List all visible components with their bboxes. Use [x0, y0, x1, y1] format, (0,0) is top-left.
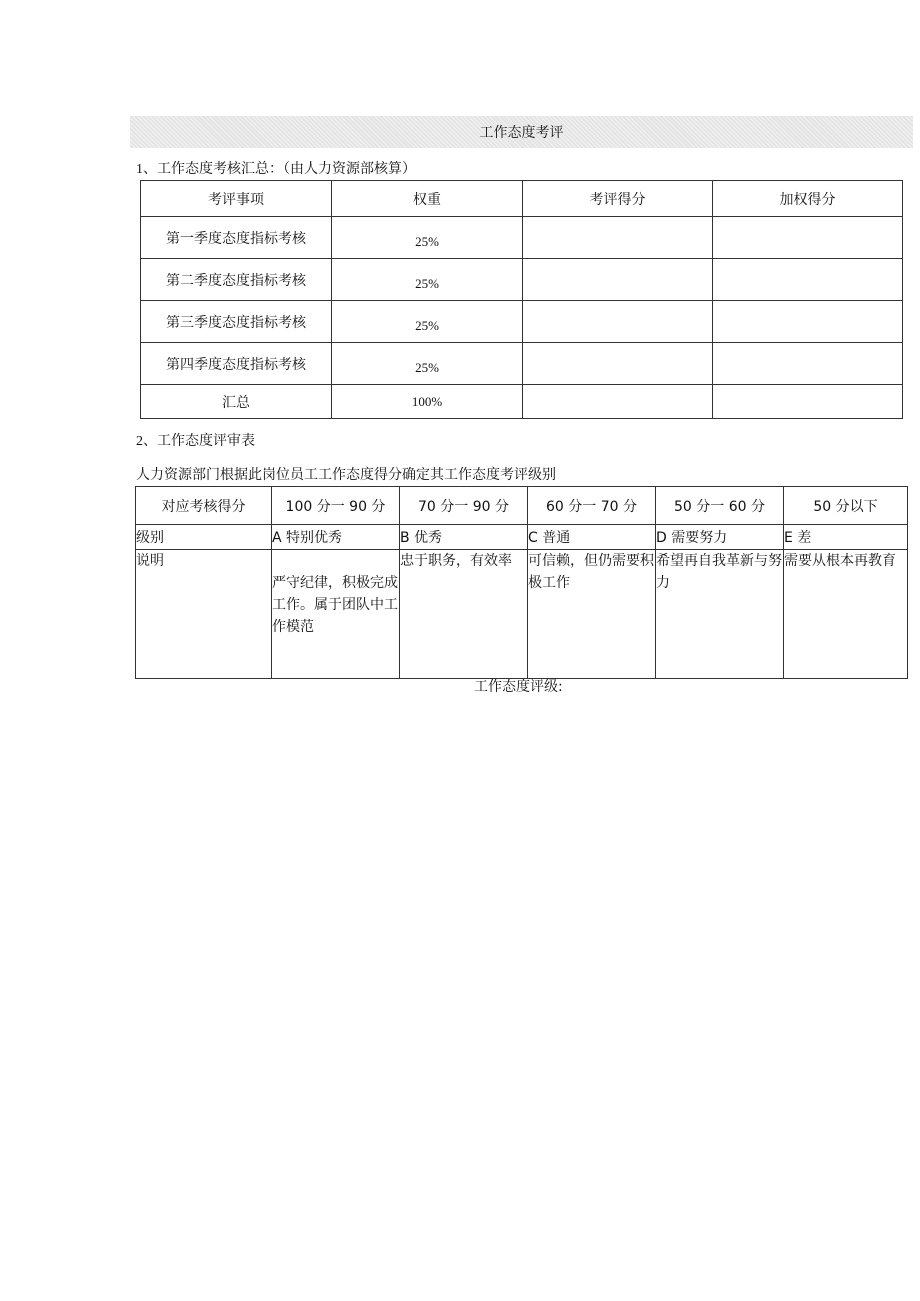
section1-heading	[136, 158, 416, 178]
level-label: 级别	[136, 525, 272, 550]
score-range-cell: 70 分一 90 分	[400, 487, 528, 525]
level-cell: C 普通	[528, 525, 656, 550]
score-range-cell: 60 分一 70 分	[528, 487, 656, 525]
section2-intro: 人力资源部门根据此岗位员工工作态度得分确定其工作态度考评级别	[136, 467, 556, 483]
level-cell: E 差	[784, 525, 908, 550]
score-cell	[523, 301, 713, 343]
table-header-row	[141, 181, 903, 217]
level-row	[136, 525, 908, 550]
document-title: 工作态度考评	[130, 116, 913, 148]
score-cell	[523, 217, 713, 259]
weight-cell: 100%	[332, 385, 523, 419]
description-cell: 忠于职务，有效率	[400, 550, 528, 679]
item-cell: 第二季度态度指标考核	[141, 259, 332, 301]
weight-cell: 25%	[332, 301, 523, 343]
table-row	[141, 259, 903, 301]
table-row-total	[141, 385, 903, 419]
column-header: 权重	[332, 181, 523, 217]
weight-cell: 25%	[332, 217, 523, 259]
section1-heading-text: 、工作态度考核汇总：（由人力资源部核算）	[143, 161, 416, 177]
description-row	[136, 550, 908, 679]
description-cell: 严守纪律，积极完成工作。属于团队中工作模范	[272, 550, 400, 679]
weight-cell: 25%	[332, 343, 523, 385]
score-range-cell: 50 分一 60 分	[656, 487, 784, 525]
score-cell	[523, 385, 713, 419]
score-range-label: 对应考核得分	[136, 487, 272, 525]
level-cell: B 优秀	[400, 525, 528, 550]
weighted-score-cell	[713, 301, 903, 343]
attitude-summary-table	[140, 180, 903, 419]
section1-number: 1	[136, 162, 143, 177]
section2-heading	[136, 430, 255, 450]
attitude-rating-label: 工作态度评级:	[474, 679, 563, 695]
score-range-cell: 50 分以下	[784, 487, 908, 525]
description-cell: 需要从根本再教育	[784, 550, 908, 679]
weighted-score-cell	[713, 217, 903, 259]
table-row	[141, 343, 903, 385]
item-cell: 第一季度态度指标考核	[141, 217, 332, 259]
description-label: 说明	[136, 550, 272, 679]
weighted-score-cell	[713, 385, 903, 419]
weighted-score-cell	[713, 259, 903, 301]
section2-number: 2	[136, 434, 143, 449]
level-cell: D 需要努力	[656, 525, 784, 550]
item-cell: 第三季度态度指标考核	[141, 301, 332, 343]
column-header: 考评事项	[141, 181, 332, 217]
description-cell: 可信赖，但仍需要积极工作	[528, 550, 656, 679]
description-cell: 希望再自我革新与努力	[656, 550, 784, 679]
score-cell	[523, 259, 713, 301]
section2-heading-text: 、工作态度评审表	[143, 433, 255, 449]
item-cell: 汇总	[141, 385, 332, 419]
weight-cell: 25%	[332, 259, 523, 301]
column-header: 加权得分	[713, 181, 903, 217]
item-cell: 第四季度态度指标考核	[141, 343, 332, 385]
attitude-review-table	[135, 486, 908, 679]
weighted-score-cell	[713, 343, 903, 385]
table-row	[141, 217, 903, 259]
score-range-row	[136, 487, 908, 525]
score-cell	[523, 343, 713, 385]
table-row	[141, 301, 903, 343]
column-header: 考评得分	[523, 181, 713, 217]
level-cell: A 特别优秀	[272, 525, 400, 550]
score-range-cell: 100 分一 90 分	[272, 487, 400, 525]
